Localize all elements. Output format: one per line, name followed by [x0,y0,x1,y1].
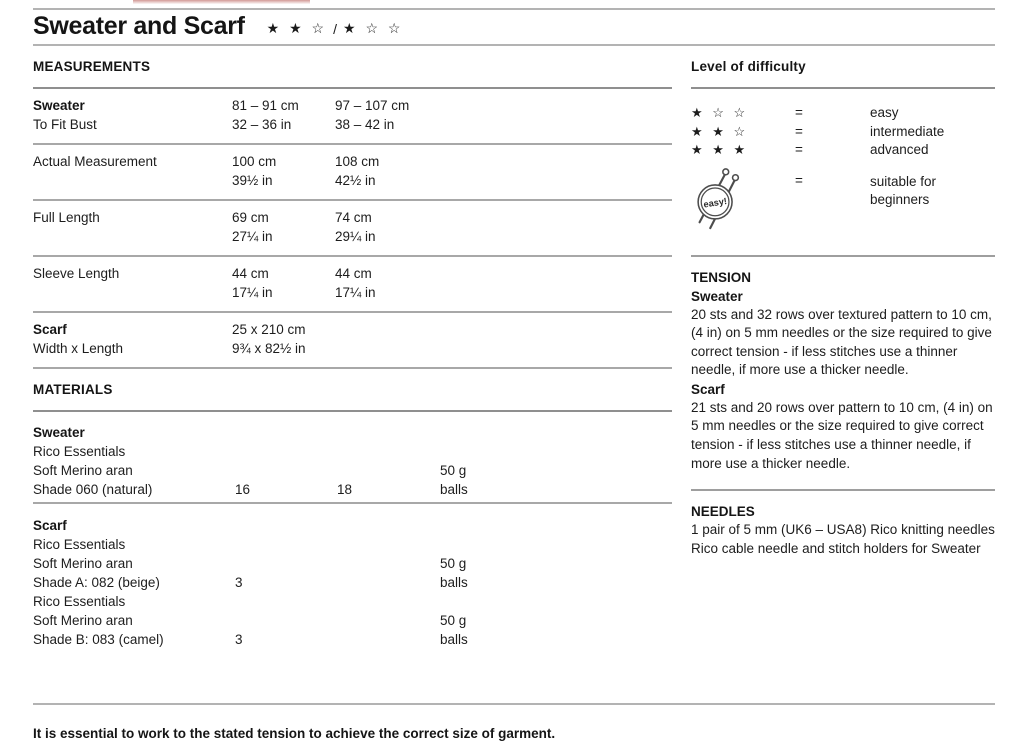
measurement-row-scarf [33,313,672,369]
needles-heading: NEEDLES [691,504,755,520]
tension-scarf-text: 21 sts and 20 rows over pattern to 10 cm, (4 in) on 5 mm needles or the size required to give correct tension - if less stitches use a thinner needle, if more use a thicker needle. [691,399,993,471]
measurement-row-sleeve-length [33,257,672,313]
qty-unit: balls [440,575,468,590]
ball-weight: 50 g [440,463,467,478]
ball-weight: 50 g [440,556,467,571]
difficulty-label: easy [870,105,899,120]
left-column [33,54,672,654]
easy-yarn-ball-badge-icon [691,167,747,231]
difficulty-level-easy [691,104,995,123]
measurements-heading: MEASUREMENTS [33,59,151,74]
size2-values: 44 cm 17¼ in [335,266,376,300]
difficulty-level-advanced [691,141,995,160]
tension-heading: TENSION [691,269,752,285]
materials-scarf-block [33,504,672,654]
qty-unit: balls [440,482,468,497]
material-line: Soft Merino aran 50 g [33,461,672,480]
measurement-label: Full Length [33,210,100,225]
material-line: Shade A: 082 (beige) 3 balls [33,573,672,592]
needles-line-2: Rico cable needle and stitch holders for Sweater [691,540,981,556]
size1-values: 69 cm 27¼ in [232,210,273,244]
materials-heading: MATERIALS [33,382,113,397]
materials-sweater-block [33,412,672,504]
ball-weight: 50 g [440,613,467,628]
top-divider [33,8,995,10]
tension-essential-note: It is essential to work to the stated tension to achieve the correct size of garment. [33,725,556,741]
difficulty-divider [691,87,995,89]
materials-sweater-subheading: Sweater [33,425,85,440]
material-line: Rico Essentials [33,444,126,459]
sweater-rating-stars: ★ ★ ☆ [266,20,328,36]
qty-size1: 3 [235,575,243,590]
title-divider [33,44,995,46]
tension-sweater-text: 20 sts and 32 rows over textured pattern to 10 cm, (4 in) on 5 mm needles or the size required to give correct tension - if less stitches use a thinner needle, if more use a thicker needle. [691,306,992,378]
difficulty-heading: Level of difficulty [691,59,806,74]
material-line: Soft Merino aran 50 g [33,554,672,573]
difficulty-legend [691,104,995,231]
equals-sign: = [795,123,803,139]
equals-sign: = [795,142,803,157]
rating-separator: / [333,21,337,37]
measurement-label: Sweater To Fit Bust [33,98,97,132]
size1-values: 81 – 91 cm 32 – 36 in [232,98,299,132]
equals-sign: = [795,105,803,120]
difficulty-label: intermediate [870,123,945,139]
difficulty-level-intermediate [691,123,995,142]
qty-size2: 18 [337,482,353,497]
footer-divider [33,703,995,705]
needles-divider [691,489,995,491]
beginner-label: suitable for beginners [870,173,937,207]
qty-size1: 16 [235,482,251,497]
size2-values [335,321,672,358]
tension-scarf-subheading: Scarf [691,381,725,397]
tension-sweater-subheading: Sweater [691,288,743,304]
size2-values: 108 cm 42½ in [335,154,380,188]
easy-badge-text: easy! [702,195,728,210]
difficulty-level-beginner [691,167,995,231]
qty-unit: balls [440,632,468,647]
measurement-label: Sleeve Length [33,266,120,281]
three-star-icon: ★ ★ ★ [691,142,749,157]
size2-values: 74 cm 29¼ in [335,210,376,244]
measurement-label: Scarf Width x Length [33,322,124,356]
needles-line-1: 1 pair of 5 mm (UK6 – USA8) Rico knitting needles [691,522,995,538]
qty-size1: 3 [235,632,243,647]
two-star-icon: ★ ★ ☆ [691,123,749,139]
measurement-row-actual-measurement [33,145,672,201]
page-top-edge-artifact [133,0,310,4]
tension-divider [691,255,995,257]
one-star-icon: ★ ☆ ☆ [691,105,749,120]
equals-sign: = [795,172,803,188]
material-line: Rico Essentials [33,594,126,609]
page-title: Sweater and Scarf [33,12,245,40]
size1-values: 100 cm 39½ in [232,154,277,188]
size1-values: 25 x 210 cm 9¾ x 82½ in [232,322,306,356]
material-line: Shade 060 (natural) 16 18 balls [33,480,672,499]
materials-scarf-subheading: Scarf [33,518,67,533]
scarf-rating-stars: ★ ☆ ☆ [343,20,404,36]
right-column [691,54,995,558]
measurement-label: Actual Measurement [33,154,157,169]
difficulty-label: advanced [870,142,929,157]
material-line: Shade B: 083 (camel) 3 balls [33,630,672,649]
material-line: Rico Essentials [33,537,126,552]
size2-values: 97 – 107 cm 38 – 42 in [335,98,410,132]
measurement-row-full-length [33,201,672,257]
measurement-row-to-fit-bust [33,89,672,145]
size1-values: 44 cm 17¼ in [232,266,273,300]
material-line: Soft Merino aran 50 g [33,611,672,630]
title-row [33,11,403,41]
